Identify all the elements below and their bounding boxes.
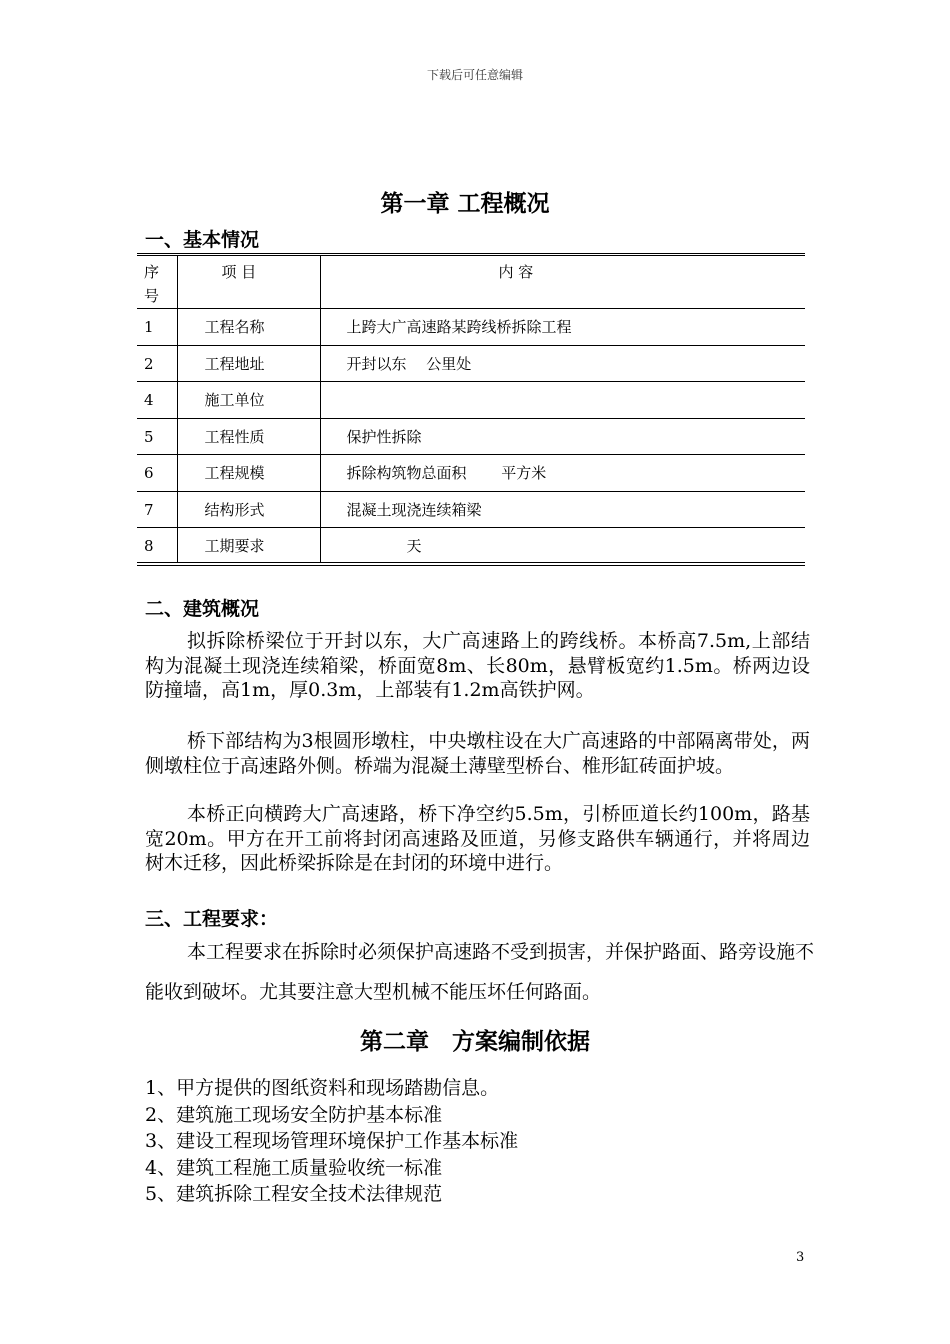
- list-item: 2、建筑施工现场安全防护基本标准: [145, 1103, 443, 1126]
- table-row: [137, 309, 805, 346]
- row-no: 5: [137, 418, 177, 455]
- table-row: [137, 455, 805, 492]
- section2-paragraph-1: 拟拆除桥梁位于开封以东，大广高速路上的跨线桥。本桥高7.5m,上部结构为混凝土现浇连续箱梁，桥面宽8m、长80m，悬臂板宽约1.5m。桥两边设防撞墙，高1m，厚0.3m，上部装有1.2m高铁护网。: [145, 630, 810, 702]
- section2-paragraph-2: 桥下部结构为3根圆形墩柱，中央墩柱设在大广高速路的中部隔离带处，两侧墩柱位于高速路外侧。桥端为混凝土薄壁型桥台、椎形缸砖面护坡。: [145, 730, 810, 777]
- row-content: 混凝土现浇连续箱梁: [320, 491, 805, 528]
- section3-title: 三、工程要求：: [145, 908, 279, 930]
- row-content: 天: [320, 528, 805, 565]
- section3-paragraph: 本工程要求在拆除时必须保护高速路不受到损害，并保护路面、路旁设施不能收到破坏。尤其要注意大型机械不能压坏任何路面。: [145, 941, 815, 1003]
- header-item: 项 目: [177, 255, 320, 309]
- basis-list: [145, 1075, 518, 1208]
- row-content: 上跨大广高速路某跨线桥拆除工程: [320, 309, 805, 346]
- header-note: 下载后可任意编辑: [426, 68, 523, 82]
- row-content: [320, 382, 805, 419]
- table-row: [137, 418, 805, 455]
- row-no: 1: [137, 309, 177, 346]
- page-number: 3: [796, 1250, 805, 1265]
- table-row: [137, 345, 805, 382]
- row-no: 8: [144, 537, 154, 555]
- table-header-row: [137, 255, 805, 309]
- table-row: [137, 491, 805, 528]
- row-item: 工程性质: [177, 418, 320, 455]
- row-item: 工程地址: [177, 345, 320, 382]
- row-no: 7: [137, 491, 177, 528]
- header-content: 内 容: [320, 255, 805, 309]
- list-item: 4、建筑工程施工质量验收统一标准: [145, 1156, 443, 1179]
- row-no: 4: [137, 382, 177, 419]
- list-item: 5、建筑拆除工程安全技术法律规范: [145, 1183, 443, 1205]
- header-no: 序号: [137, 255, 177, 309]
- row-item: 施工单位: [177, 382, 320, 419]
- row-content: 保护性拆除: [320, 418, 805, 455]
- section2-paragraph-3: 本桥正向横跨大广高速路，桥下净空约5.5m，引桥匝道长约100m，路基宽20m。甲方在开工前将封闭高速路及匝道，另修支路供车辆通行，并将周边树木迁移，因此桥梁拆除是在封闭的环境中进行。: [145, 803, 810, 875]
- section2-title: 二、建筑概况: [145, 598, 260, 620]
- row-content: 开封以东 公里处: [320, 345, 805, 382]
- section1-title: 一、基本情况: [145, 229, 260, 251]
- row-item: 工期要求: [177, 528, 320, 565]
- chapter2-title: 第二章 方案编制依据: [360, 1029, 590, 1055]
- list-item: 1、甲方提供的图纸资料和现场踏勘信息。: [145, 1077, 500, 1099]
- row-item: 结构形式: [177, 491, 320, 528]
- row-no: 6: [137, 455, 177, 492]
- table-row: [137, 528, 805, 565]
- row-content: 拆除构筑物总面积 平方米: [320, 455, 805, 492]
- list-item: 3、建设工程现场管理环境保护工作基本标准: [145, 1130, 519, 1152]
- basic-info-table: [137, 253, 805, 566]
- row-item: 工程规模: [177, 455, 320, 492]
- row-no: 2: [137, 345, 177, 382]
- table-row: [137, 382, 805, 419]
- row-item: 工程名称: [177, 309, 320, 346]
- chapter1-title: 第一章 工程概况: [380, 191, 550, 217]
